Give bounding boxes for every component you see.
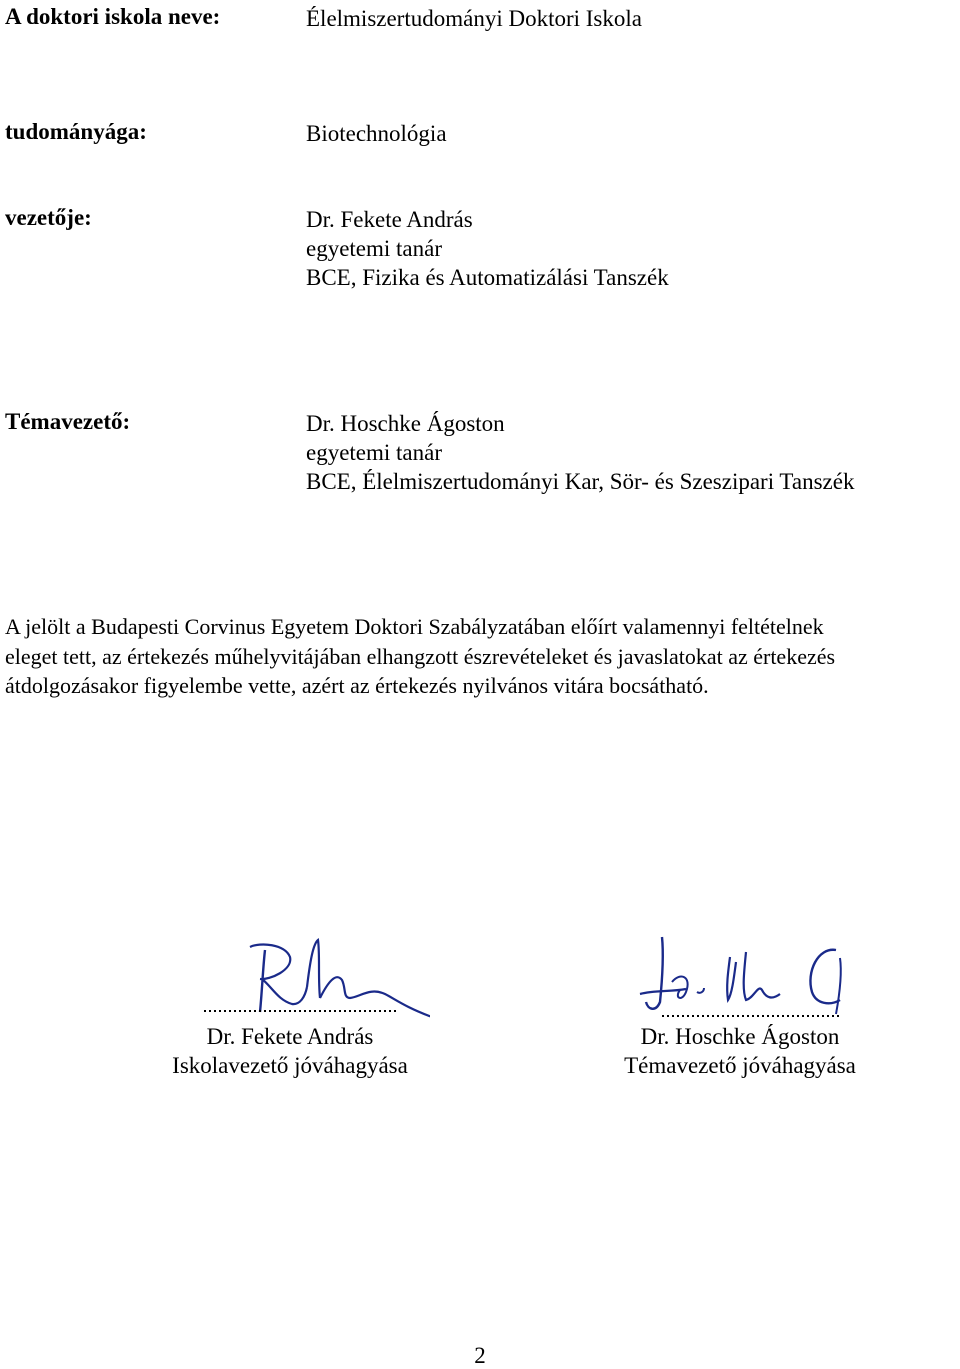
field-label: tudományága: xyxy=(5,119,147,144)
statement-paragraph xyxy=(5,612,960,701)
signature-block-head xyxy=(150,932,430,1080)
field-label: vezetője: xyxy=(5,205,92,230)
signature-block-supervisor xyxy=(600,932,880,1080)
page-number: 2 xyxy=(474,1343,486,1368)
field-value-line: Biotechnológia xyxy=(306,121,447,146)
signature-image xyxy=(150,932,430,1022)
field-value-line: BCE, Fizika és Automatizálási Tanszék xyxy=(306,265,669,290)
signer-role: Témavezető jóváhagyása xyxy=(624,1053,856,1078)
field-value-line: Dr. Fekete András xyxy=(306,207,473,232)
field-label: Témavezető: xyxy=(5,409,131,434)
signer-name: Dr. Hoschke Ágoston xyxy=(640,1024,840,1049)
field-value-line: Élelmiszertudományi Doktori Iskola xyxy=(306,6,642,31)
signer-role: Iskolavezető jóváhagyása xyxy=(172,1053,408,1078)
field-value-line: egyetemi tanár xyxy=(306,440,443,465)
statement-line: eleget tett, az értekezés műhelyvitájában elhangzott észrevételeket és javaslatokat az értekezés xyxy=(5,643,836,669)
signature-image xyxy=(600,932,880,1022)
field-value xyxy=(306,119,447,148)
statement-line: A jelölt a Budapesti Corvinus Egyetem Doktori Szabályzatában előírt valamennyi feltételnek xyxy=(5,614,824,639)
field-value-line: Dr. Hoschke Ágoston xyxy=(306,411,505,436)
statement-line: átdolgozásakor figyelembe vette, azért az értekezés nyilvános vitára bocsátható. xyxy=(5,673,709,698)
field-value xyxy=(306,4,642,33)
field-value-line: egyetemi tanár xyxy=(306,236,443,261)
field-label: A doktori iskola neve: xyxy=(5,4,221,29)
signer-name: Dr. Fekete András xyxy=(206,1024,374,1049)
field-value-line: BCE, Élelmiszertudományi Kar, Sör- és Szeszipari Tanszék xyxy=(306,469,855,494)
field-value xyxy=(306,205,669,292)
field-value xyxy=(306,409,854,496)
